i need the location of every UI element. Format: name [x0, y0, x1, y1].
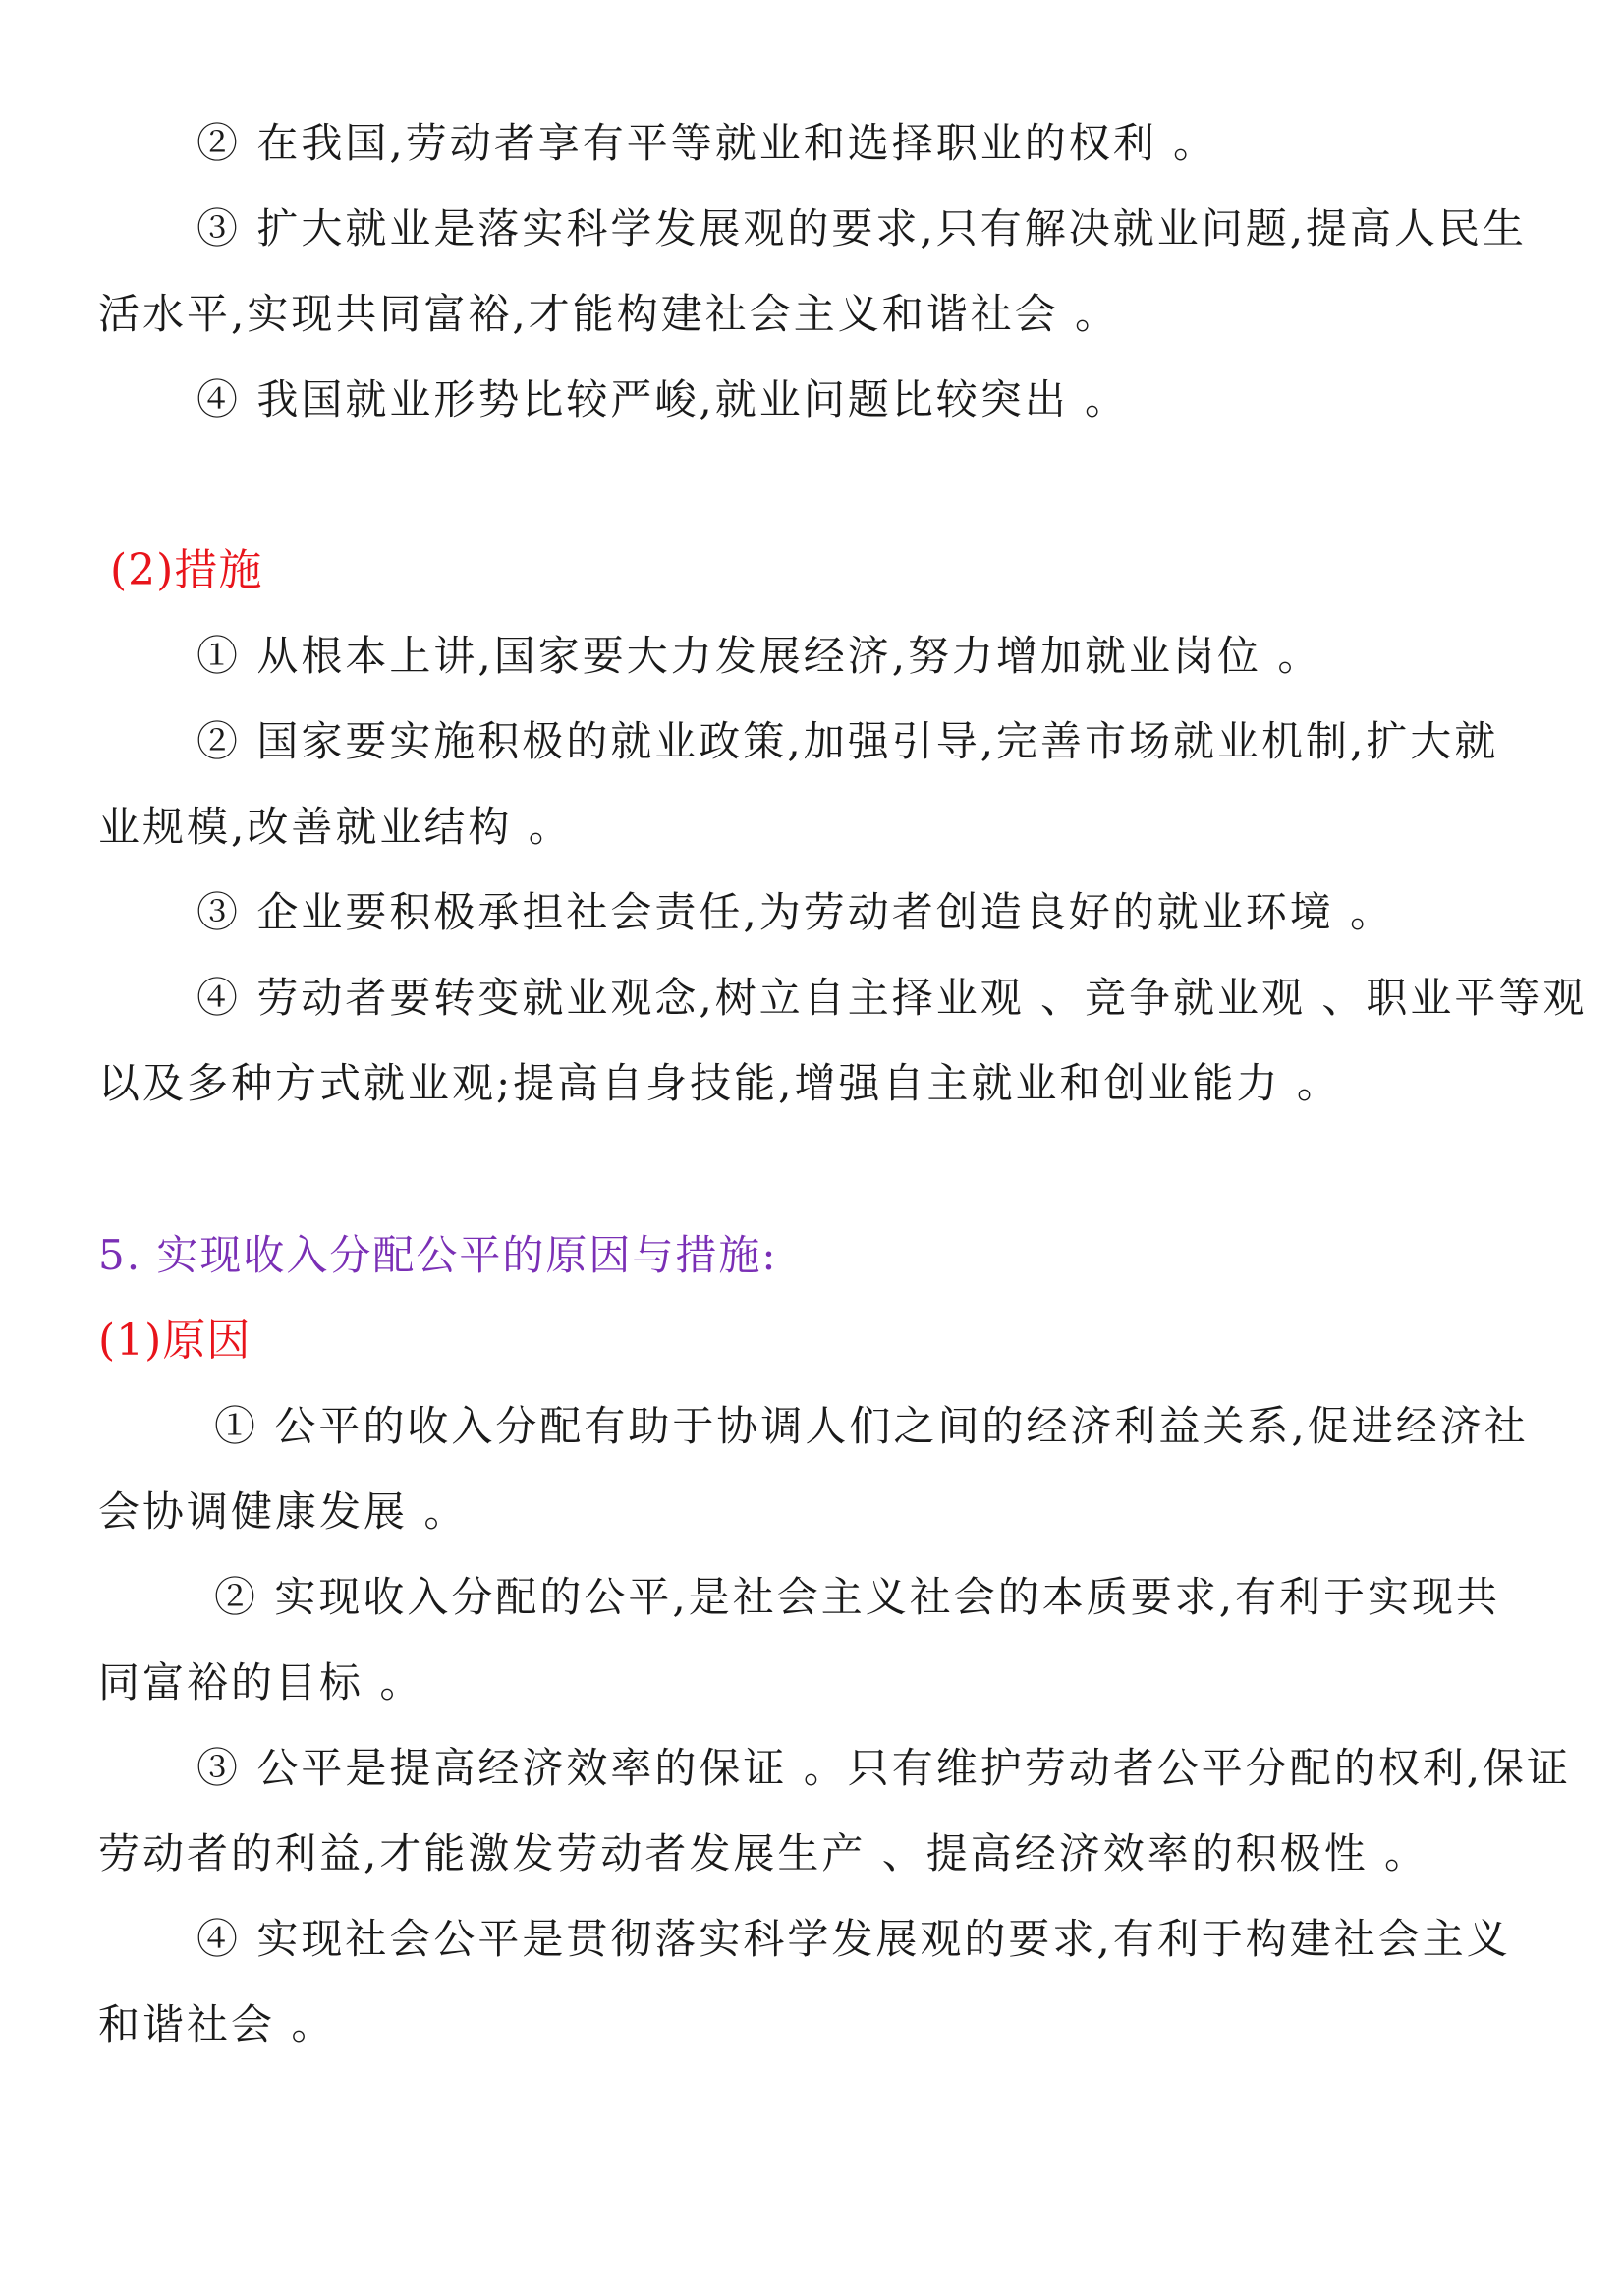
- measure-item-4-line-2: 以及多种方式就业观;提高自身技能,增强自主就业和创业能力 。: [98, 1059, 1341, 1107]
- reason-item-3-line-1: ③ 扩大就业是落实科学发展观的要求,只有解决就业问题,提高人民生: [196, 204, 1528, 252]
- measure-item-1: ① 从根本上讲,国家要大力发展经济,努力增加就业岗位 。: [196, 632, 1322, 680]
- measures-heading: (2)措施: [110, 545, 263, 595]
- measure-item-2-line-1: ② 国家要实施积极的就业政策,加强引导,完善市场就业机制,扩大就: [196, 717, 1499, 765]
- income-reason-item-2-line-2: 同富裕的目标 。: [98, 1658, 424, 1707]
- income-reason-item-1-line-2: 会协调健康发展 。: [98, 1487, 469, 1536]
- section-5-title: 5. 实现收入分配公平的原因与措施:: [98, 1231, 778, 1279]
- reason-item-2: ② 在我国,劳动者享有平等就业和选择职业的权利 。: [196, 119, 1218, 167]
- income-reason-item-2-line-1: ② 实现收入分配的公平,是社会主义社会的本质要求,有利于实现共: [214, 1573, 1501, 1621]
- income-reason-item-1-line-1: ① 公平的收入分配有助于协调人们之间的经济利益关系,促进经济社: [214, 1402, 1529, 1450]
- income-reason-item-3-line-2: 劳动者的利益,才能激发劳动者发展生产 、提高经济效率的积极性 。: [98, 1829, 1429, 1877]
- income-reason-item-3-line-1: ③ 公平是提高经济效率的保证 。只有维护劳动者公平分配的权利,保证: [196, 1744, 1572, 1792]
- measure-item-2-line-2: 业规模,改善就业结构 。: [98, 803, 573, 851]
- income-reason-item-4-line-1: ④ 实现社会公平是贯彻落实科学发展观的要求,有利于构建社会主义: [196, 1915, 1511, 1963]
- income-reason-item-4-line-2: 和谐社会 。: [98, 2000, 336, 2048]
- measure-item-4-line-1: ④ 劳动者要转变就业观念,树立自主择业观 、竞争就业观 、职业平等观: [196, 974, 1588, 1022]
- reason-item-3-line-2: 活水平,实现共同富裕,才能构建社会主义和谐社会 。: [98, 290, 1120, 338]
- measure-item-3: ③ 企业要积极承担社会责任,为劳动者创造良好的就业环境 。: [196, 888, 1395, 936]
- reason-item-4: ④ 我国就业形势比较严峻,就业问题比较突出 。: [196, 375, 1130, 423]
- income-reasons-heading: (1)原因: [98, 1316, 252, 1366]
